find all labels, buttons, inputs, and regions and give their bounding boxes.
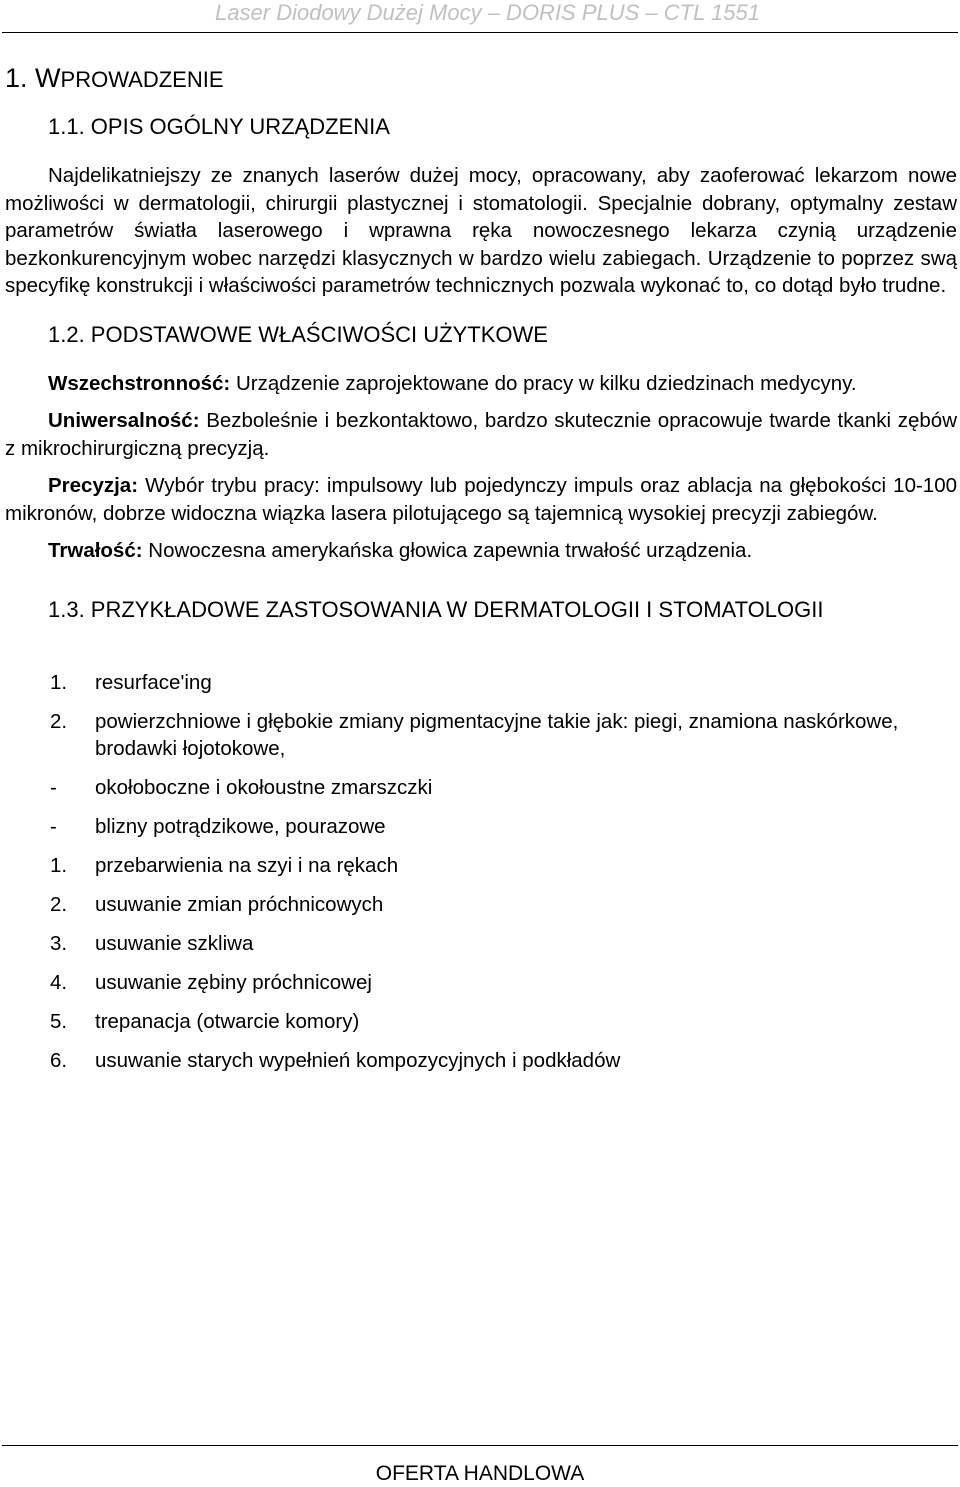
section-1-paragraph: Najdelikatniejszy ze znanych laserów dużej mocy, opracowany, aby zaoferować lekarzom nowe możliwości w dermatologii, chirurgii plastycznej i stomatologii. Specjalnie dobrany, optymalny zestaw parametrów światła laserowego i wprawna ręka nowoczesnego lekarza czynią urządzenie bezkonkurencyjnym wobec narzędzi klasycznych w bardzo wielu zabiegach. Urządzenie to poprzez swą specyfikę konstrukcji i właściwości parametrów technicznych pozwala wykonać to, co dotąd było trudne. xyxy=(5,164,957,297)
list-marker: 4. xyxy=(50,971,68,994)
chapter-number: 1. xyxy=(5,63,28,93)
header-divider xyxy=(2,32,958,33)
list-item-text: usuwanie zębiny próchnicowej xyxy=(95,971,372,994)
list-marker: 6. xyxy=(50,1049,68,1072)
feature-item xyxy=(5,407,957,462)
feature-term: Uniwersalność: xyxy=(48,409,200,432)
list-marker: 1. xyxy=(50,670,68,694)
list-item xyxy=(5,813,957,841)
chapter-heading xyxy=(5,58,957,100)
list-item xyxy=(5,669,957,697)
feature-term: Trwałość: xyxy=(48,539,143,562)
section-1-heading: 1.1. OPIS OGÓLNY URZĄDZENIA xyxy=(48,114,390,139)
list-item-text: usuwanie szkliwa xyxy=(95,932,254,955)
list-marker: - xyxy=(50,815,57,838)
list-marker: 2. xyxy=(50,893,68,916)
list-item xyxy=(5,1008,957,1036)
list-item-text: powierzchniowe i głębokie zmiany pigmentacyjne takie jak: piegi, znamiona naskórkowe, brodawki łojotokowe, xyxy=(95,709,899,760)
list-item xyxy=(5,708,957,763)
list-item xyxy=(5,1047,957,1075)
chapter-title-initial: W xyxy=(35,63,61,93)
section-2-heading: 1.2. PODSTAWOWE WŁAŚCIWOŚCI UŻYTKOWE xyxy=(48,321,548,347)
list-item-text: usuwanie zmian próchnicowych xyxy=(95,893,384,916)
list-item-text: przebarwienia na szyi i na rękach xyxy=(95,854,399,877)
feature-item xyxy=(5,472,957,527)
list-item-text: resurface'ing xyxy=(95,670,212,694)
feature-text: Nowoczesna amerykańska głowica zapewnia trwałość urządzenia. xyxy=(142,539,753,562)
feature-term: Precyzja: xyxy=(48,474,139,497)
list-item xyxy=(5,891,957,919)
features-list xyxy=(5,370,957,565)
list-item xyxy=(5,774,957,802)
chapter-title-rest: PROWADZENIE xyxy=(60,67,224,92)
list-item xyxy=(5,969,957,997)
document-body xyxy=(5,58,957,1086)
list-marker: 3. xyxy=(50,932,68,955)
list-marker: 5. xyxy=(50,1010,68,1033)
feature-term: Wszechstronność: xyxy=(48,371,231,395)
page-header xyxy=(0,0,960,34)
header-title: Laser Diodowy Dużej Mocy – DORIS PLUS – CTL 1551 xyxy=(215,0,760,25)
list-item-text: trepanacja (otwarcie komory) xyxy=(95,1010,360,1033)
feature-item xyxy=(5,537,957,565)
feature-text: Wybór trybu pracy: impulsowy lub pojedynczy impuls oraz ablacja na głębokości 10-100 mikronów, dobrze widoczna wiązka lasera pilotującego są tajemnicą wysokiej precyzji zabiegów. xyxy=(5,474,957,525)
list-item-text: usuwanie starych wypełnień kompozycyjnych i podkładów xyxy=(95,1049,621,1072)
feature-text: Urządzenie zaprojektowane do pracy w kilku dziedzinach medycyny. xyxy=(230,371,857,395)
list-item xyxy=(5,852,957,880)
applications-list xyxy=(5,669,957,1075)
list-item xyxy=(5,930,957,958)
list-marker: - xyxy=(50,776,57,799)
list-marker: 1. xyxy=(50,854,68,877)
list-item-text: blizny potrądzikowe, pourazowe xyxy=(95,815,386,838)
footer-divider xyxy=(2,1445,958,1446)
feature-item xyxy=(5,370,957,398)
feature-text: Bezboleśnie i bezkontaktowo, bardzo skutecznie opracowuje twarde tkanki zębów z mikrochirurgiczną precyzją. xyxy=(5,409,957,460)
section-3-heading: 1.3. PRZYKŁADOWE ZASTOSOWANIA W DERMATOLOGII I STOMATOLOGII xyxy=(48,596,824,622)
list-item-text: okołoboczne i okołoustne zmarszczki xyxy=(95,776,433,799)
footer-text: OFERTA HANDLOWA xyxy=(375,1462,585,1485)
list-marker: 2. xyxy=(50,709,68,733)
